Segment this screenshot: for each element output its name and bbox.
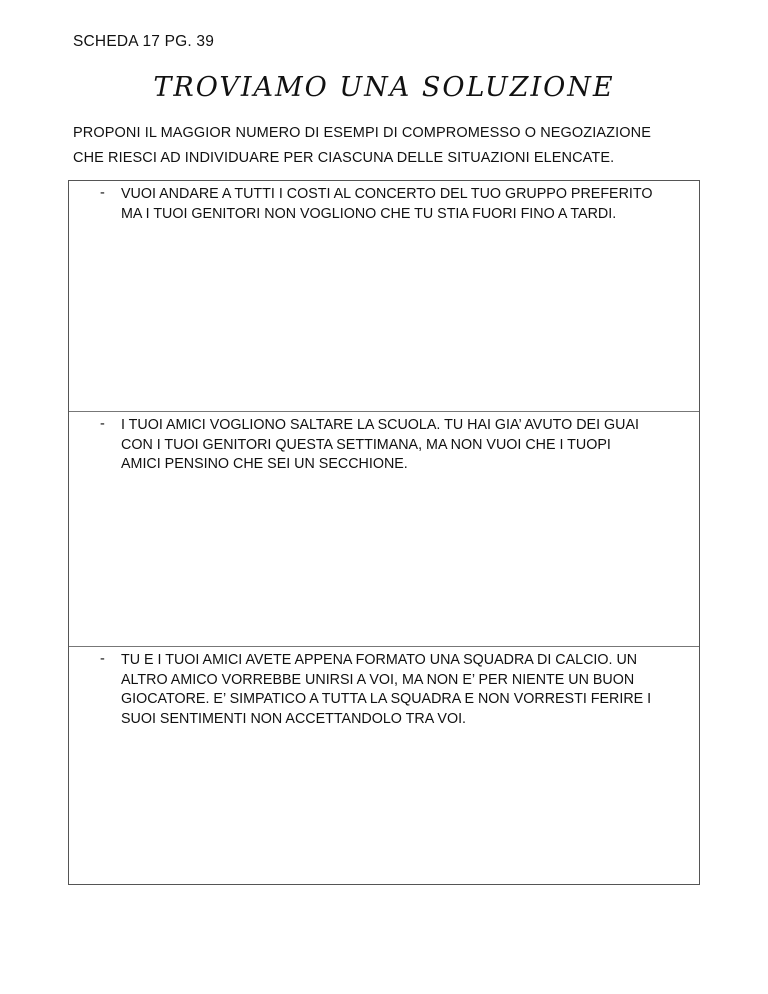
situation-box-3[interactable]	[69, 647, 699, 884]
situation-line: VUOI ANDARE A TUTTI I COSTI AL CONCERTO DEL TUO GRUPPO PREFERITO	[121, 186, 653, 202]
situation-line: SUOI SENTIMENTI NON ACCETTANDOLO TRA VOI.	[121, 710, 467, 727]
bullet-dash: -	[100, 651, 105, 667]
situation-box-1[interactable]	[69, 181, 699, 412]
instructions-line: PROPONI IL MAGGIOR NUMERO DI ESEMPI DI COMPROMESSO O NEGOZIAZIONE	[73, 125, 651, 141]
instructions-line: CHE RIESCI AD INDIVIDUARE PER CIASCUNA DELLE SITUAZIONI ELENCATE.	[73, 150, 615, 166]
situation-line: I TUOI AMICI VOGLIONO SALTARE LA SCUOLA. TU HAI GIA’ AVUTO DEI GUAI	[121, 417, 639, 433]
situation-text-2	[121, 416, 691, 475]
bullet-dash: -	[100, 416, 105, 432]
page-title: TROVIAMO UNA SOLUZIONE	[153, 72, 615, 103]
situation-line: ALTRO AMICO VORREBBE UNIRSI A VOI, MA NON E’ PER NIENTE UN BUON	[121, 671, 635, 688]
situations-table	[68, 180, 700, 885]
worksheet-reference: SCHEDA 17 PG. 39	[73, 33, 215, 50]
situation-line: AMICI PENSINO CHE SEI UN SECCHIONE.	[121, 456, 408, 472]
instructions	[73, 121, 703, 171]
situation-box-2[interactable]	[69, 412, 699, 647]
situation-line: GIOCATORE. E’ SIMPATICO A TUTTA LA SQUADRA E NON VORRESTI FERIRE I	[121, 691, 652, 707]
situation-text-3	[121, 651, 691, 729]
situation-line: CON I TUOI GENITORI QUESTA SETTIMANA, MA NON VUOI CHE I TUOPI	[121, 436, 611, 453]
situation-line: TU E I TUOI AMICI AVETE APPENA FORMATO UNA SQUADRA DI CALCIO. UN	[121, 652, 638, 668]
bullet-dash: -	[100, 185, 105, 201]
situation-text-1	[121, 185, 691, 224]
situation-line: MA I TUOI GENITORI NON VOGLIONO CHE TU STIA FUORI FINO A TARDI.	[121, 205, 617, 222]
